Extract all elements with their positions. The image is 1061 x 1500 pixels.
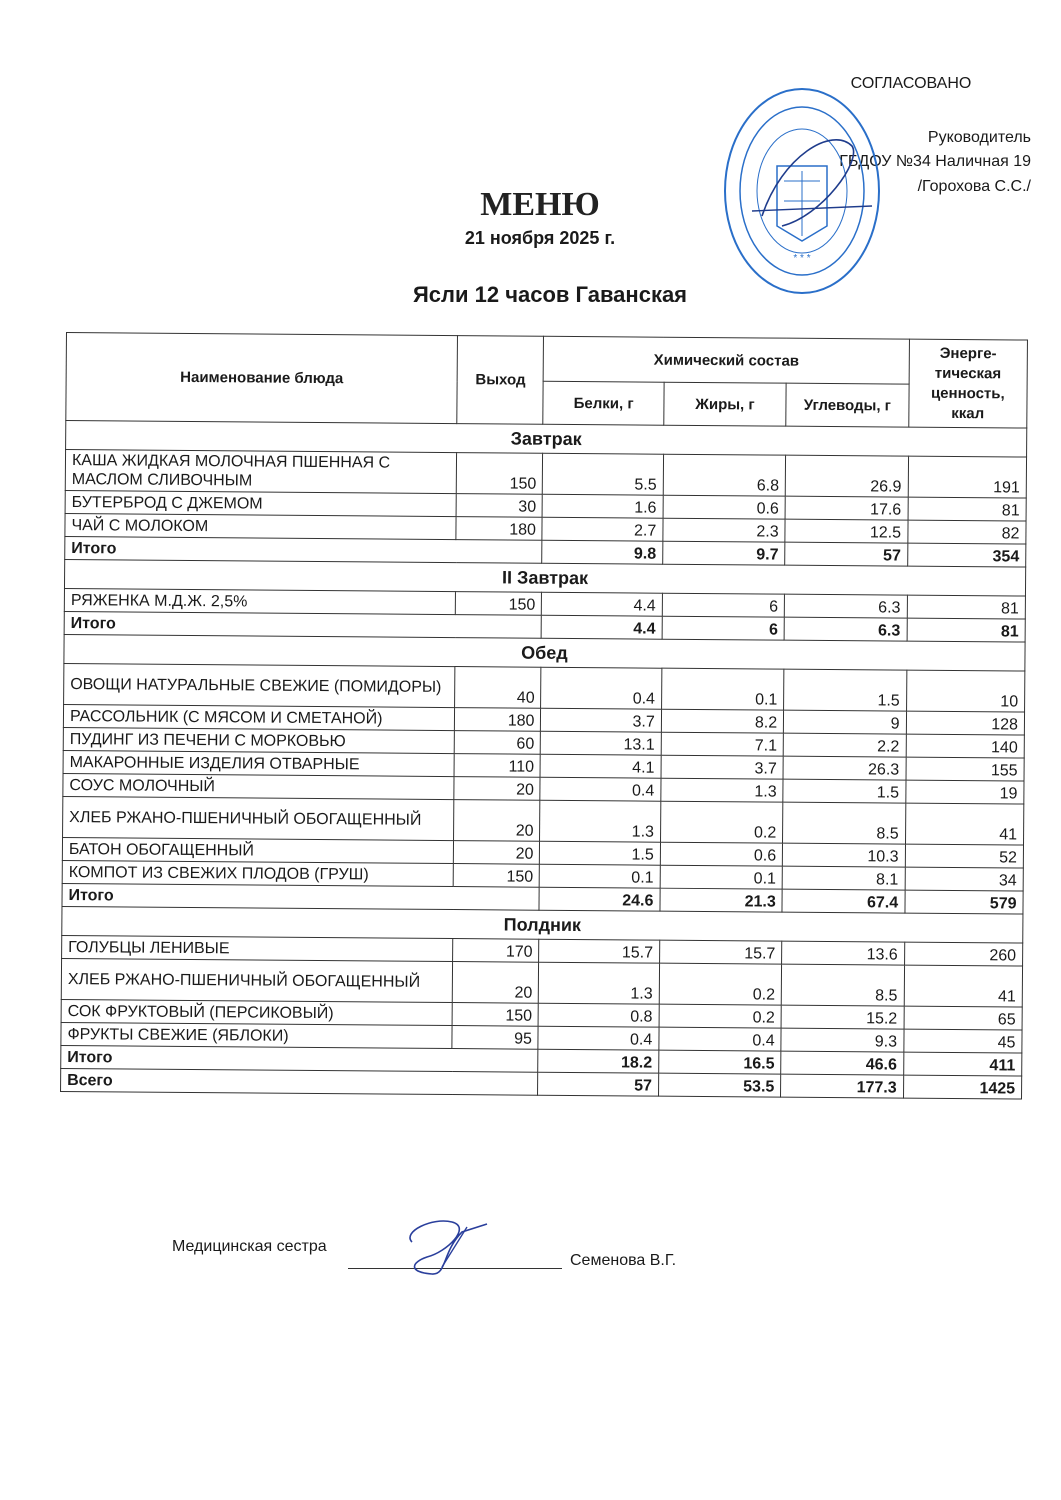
dish-carbs: 2.2 — [783, 733, 906, 757]
approval-signatory: /Горохова С.С./ — [917, 178, 1031, 195]
dish-output: 150 — [456, 453, 543, 495]
total-energy: 354 — [907, 543, 1026, 567]
approval-organization: ГБДОУ №34 Наличная 19 — [839, 153, 1031, 170]
total-fat: 9.7 — [663, 541, 786, 565]
dish-carbs: 13.6 — [782, 941, 905, 965]
column-header-fat: Жиры, г — [664, 382, 787, 426]
dish-name: ХЛЕБ РЖАНО-ПШЕНИЧНЫЙ ОБОГАЩЕННЫЙ — [61, 958, 453, 1002]
grand-total-protein: 57 — [538, 1072, 659, 1096]
total-energy: 411 — [903, 1052, 1022, 1076]
dish-output: 20 — [452, 962, 539, 1004]
dish-name: БУТЕРБРОД С ДЖЕМОМ — [65, 490, 456, 516]
total-protein: 9.8 — [542, 540, 663, 564]
dish-protein: 0.8 — [539, 1003, 660, 1027]
menu-date: 21 ноября 2025 г. — [464, 228, 616, 248]
dish-output: 150 — [456, 592, 542, 616]
total-label: Итого — [64, 611, 542, 638]
dish-output: 150 — [453, 864, 539, 888]
dish-carbs: 1.5 — [783, 779, 906, 803]
dish-name: БАТОН ОБОГАЩЕННЫЙ — [62, 837, 453, 863]
column-header-carbs: Углеводы, г — [786, 383, 909, 427]
dish-output: 40 — [455, 667, 542, 709]
dish-name: ГОЛУБЦЫ ЛЕНИВЫЕ — [62, 935, 453, 961]
official-stamp-icon — [722, 86, 882, 296]
column-header-energy: Энерге- тическая ценность, ккал — [908, 339, 1027, 428]
dish-name: КАША ЖИДКАЯ МОЛОЧНАЯ ПШЕННАЯ С МАСЛОМ СЛИВОЧНЫМ — [65, 450, 457, 494]
dish-output: 180 — [455, 708, 541, 732]
dish-protein: 0.1 — [540, 864, 661, 888]
total-carbs: 6.3 — [784, 617, 907, 641]
dish-energy: 155 — [906, 757, 1025, 781]
dish-name: ОВОЩИ НАТУРАЛЬНЫЕ СВЕЖИЕ (ПОМИДОРЫ) — [64, 663, 456, 707]
page-title: МЕНЮ — [480, 186, 600, 223]
section-header: Завтрак — [66, 421, 1027, 458]
dish-protein: 15.7 — [539, 939, 660, 963]
dish-output: 95 — [452, 1026, 538, 1050]
total-fat: 16.5 — [659, 1050, 782, 1074]
dish-output: 170 — [453, 939, 539, 963]
total-carbs: 67.4 — [782, 889, 905, 913]
approval-position: Руководитель — [927, 129, 1031, 146]
dish-name: СОУС МОЛОЧНЫЙ — [63, 773, 454, 799]
dish-output: 180 — [456, 517, 542, 541]
dish-carbs: 1.5 — [784, 669, 907, 711]
dish-output: 30 — [456, 494, 542, 518]
dish-fat: 7.1 — [661, 732, 784, 756]
dish-output: 20 — [454, 841, 540, 865]
grand-total-fat: 53.5 — [658, 1073, 781, 1097]
dish-carbs: 8.1 — [782, 866, 905, 890]
total-carbs: 46.6 — [781, 1051, 904, 1075]
signature-icon — [392, 1212, 502, 1282]
dish-carbs: 12.5 — [785, 519, 908, 543]
dish-energy: 260 — [904, 942, 1023, 966]
dish-name: РЯЖЕНКА М.Д.Ж. 2,5% — [64, 588, 455, 614]
dish-protein: 3.7 — [541, 708, 662, 732]
nurse-name: Семенова В.Г. — [570, 1252, 677, 1269]
dish-energy: 140 — [906, 734, 1025, 758]
dish-output: 150 — [452, 1003, 538, 1027]
approval-title: СОГЛАСОВАНО — [850, 75, 972, 92]
menu-subtitle: Ясли 12 часов Гаванская — [412, 282, 688, 307]
dish-energy: 191 — [908, 456, 1027, 498]
dish-name: ЧАЙ С МОЛОКОМ — [65, 513, 456, 539]
dish-fat: 15.7 — [659, 940, 782, 964]
dish-carbs: 6.3 — [785, 594, 908, 618]
dish-carbs: 9 — [784, 710, 907, 734]
grand-total-energy: 1425 — [903, 1075, 1022, 1099]
dish-protein: 1.5 — [540, 841, 661, 865]
total-protein: 18.2 — [538, 1049, 659, 1073]
total-label: Итого — [65, 536, 543, 563]
dish-protein: 4.1 — [541, 754, 662, 778]
dish-output: 20 — [454, 800, 541, 842]
dish-protein: 0.4 — [538, 1026, 659, 1050]
dish-fat: 1.3 — [661, 778, 784, 802]
dish-carbs: 26.3 — [783, 756, 906, 780]
svg-text:* * *: * * * — [793, 253, 811, 264]
dish-carbs: 26.9 — [785, 455, 908, 497]
total-protein: 24.6 — [539, 887, 660, 911]
dish-output: 60 — [454, 731, 540, 755]
column-header-protein: Белки, г — [543, 381, 664, 425]
dish-energy: 81 — [907, 595, 1026, 619]
total-fat: 21.3 — [660, 888, 783, 912]
dish-fat: 3.7 — [661, 755, 784, 779]
dish-fat: 0.2 — [659, 1004, 782, 1028]
dish-fat: 0.6 — [660, 842, 783, 866]
dish-name: ПУДИНГ ИЗ ПЕЧЕНИ С МОРКОВЬЮ — [63, 727, 454, 753]
dish-output: 20 — [454, 777, 540, 801]
total-label: Итого — [62, 883, 540, 910]
dish-fat: 2.3 — [663, 518, 786, 542]
dish-carbs: 9.3 — [781, 1028, 904, 1052]
dish-energy: 41 — [905, 803, 1024, 845]
dish-fat: 0.1 — [661, 668, 784, 710]
grand-total-label: Всего — [61, 1068, 539, 1095]
dish-fat: 0.2 — [659, 963, 782, 1005]
dish-energy: 81 — [908, 497, 1027, 521]
dish-protein: 1.3 — [539, 962, 660, 1004]
dish-fat: 0.6 — [663, 495, 786, 519]
dish-fat: 0.2 — [660, 801, 783, 843]
section-header: Обед — [64, 634, 1025, 671]
dish-fat: 8.2 — [661, 709, 784, 733]
section-header: Полдник — [62, 906, 1023, 943]
column-header-name: Наименование блюда — [66, 333, 458, 424]
dish-protein: 5.5 — [543, 453, 664, 495]
dish-protein: 0.4 — [541, 667, 662, 709]
dish-carbs: 8.5 — [783, 802, 906, 844]
dish-name: РАССОЛЬНИК (С МЯСОМ И СМЕТАНОЙ) — [63, 704, 454, 730]
dish-energy: 10 — [906, 670, 1025, 712]
total-fat: 6 — [662, 616, 785, 640]
dish-name: СОК ФРУКТОВЫЙ (ПЕРСИКОВЫЙ) — [61, 999, 452, 1025]
dish-energy: 19 — [905, 780, 1024, 804]
dish-fat: 0.4 — [659, 1027, 782, 1051]
dish-carbs: 10.3 — [783, 843, 906, 867]
total-energy: 579 — [905, 890, 1024, 914]
section-header: II Завтрак — [64, 559, 1025, 596]
dish-energy: 45 — [903, 1029, 1022, 1053]
dish-fat: 0.1 — [660, 865, 783, 889]
dish-energy: 34 — [905, 867, 1024, 891]
column-header-chemical: Химический состав — [544, 336, 909, 384]
dish-protein: 0.4 — [540, 777, 661, 801]
total-energy: 81 — [907, 618, 1026, 642]
dish-name: КОМПОТ ИЗ СВЕЖИХ ПЛОДОВ (ГРУШ) — [62, 860, 453, 886]
dish-protein: 1.3 — [540, 800, 661, 842]
dish-protein: 13.1 — [541, 731, 662, 755]
dish-protein: 1.6 — [543, 494, 664, 518]
dish-name: ФРУКТЫ СВЕЖИЕ (ЯБЛОКИ) — [61, 1022, 452, 1048]
total-label: Итого — [61, 1045, 539, 1072]
dish-energy: 128 — [906, 711, 1025, 735]
total-protein: 4.4 — [542, 615, 663, 639]
dish-output: 110 — [454, 754, 540, 778]
menu-table — [60, 332, 1028, 1100]
dish-protein: 4.4 — [542, 592, 663, 616]
nurse-label: Медицинская сестра — [172, 1238, 327, 1255]
dish-energy: 52 — [905, 844, 1024, 868]
column-header-output: Выход — [457, 336, 544, 425]
grand-total-carbs: 177.3 — [781, 1074, 904, 1098]
dish-fat: 6.8 — [663, 454, 786, 496]
total-carbs: 57 — [785, 542, 908, 566]
dish-name: МАКАРОННЫЕ ИЗДЕЛИЯ ОТВАРНЫЕ — [63, 750, 454, 776]
dish-energy: 41 — [904, 965, 1023, 1007]
dish-energy: 82 — [907, 520, 1026, 544]
dish-carbs: 8.5 — [781, 964, 904, 1006]
dish-carbs: 15.2 — [781, 1005, 904, 1029]
dish-name: ХЛЕБ РЖАНО-ПШЕНИЧНЫЙ ОБОГАЩЕННЫЙ — [63, 796, 455, 840]
dish-carbs: 17.6 — [785, 496, 908, 520]
dish-energy: 65 — [904, 1006, 1023, 1030]
dish-fat: 6 — [662, 593, 785, 617]
dish-protein: 2.7 — [542, 517, 663, 541]
